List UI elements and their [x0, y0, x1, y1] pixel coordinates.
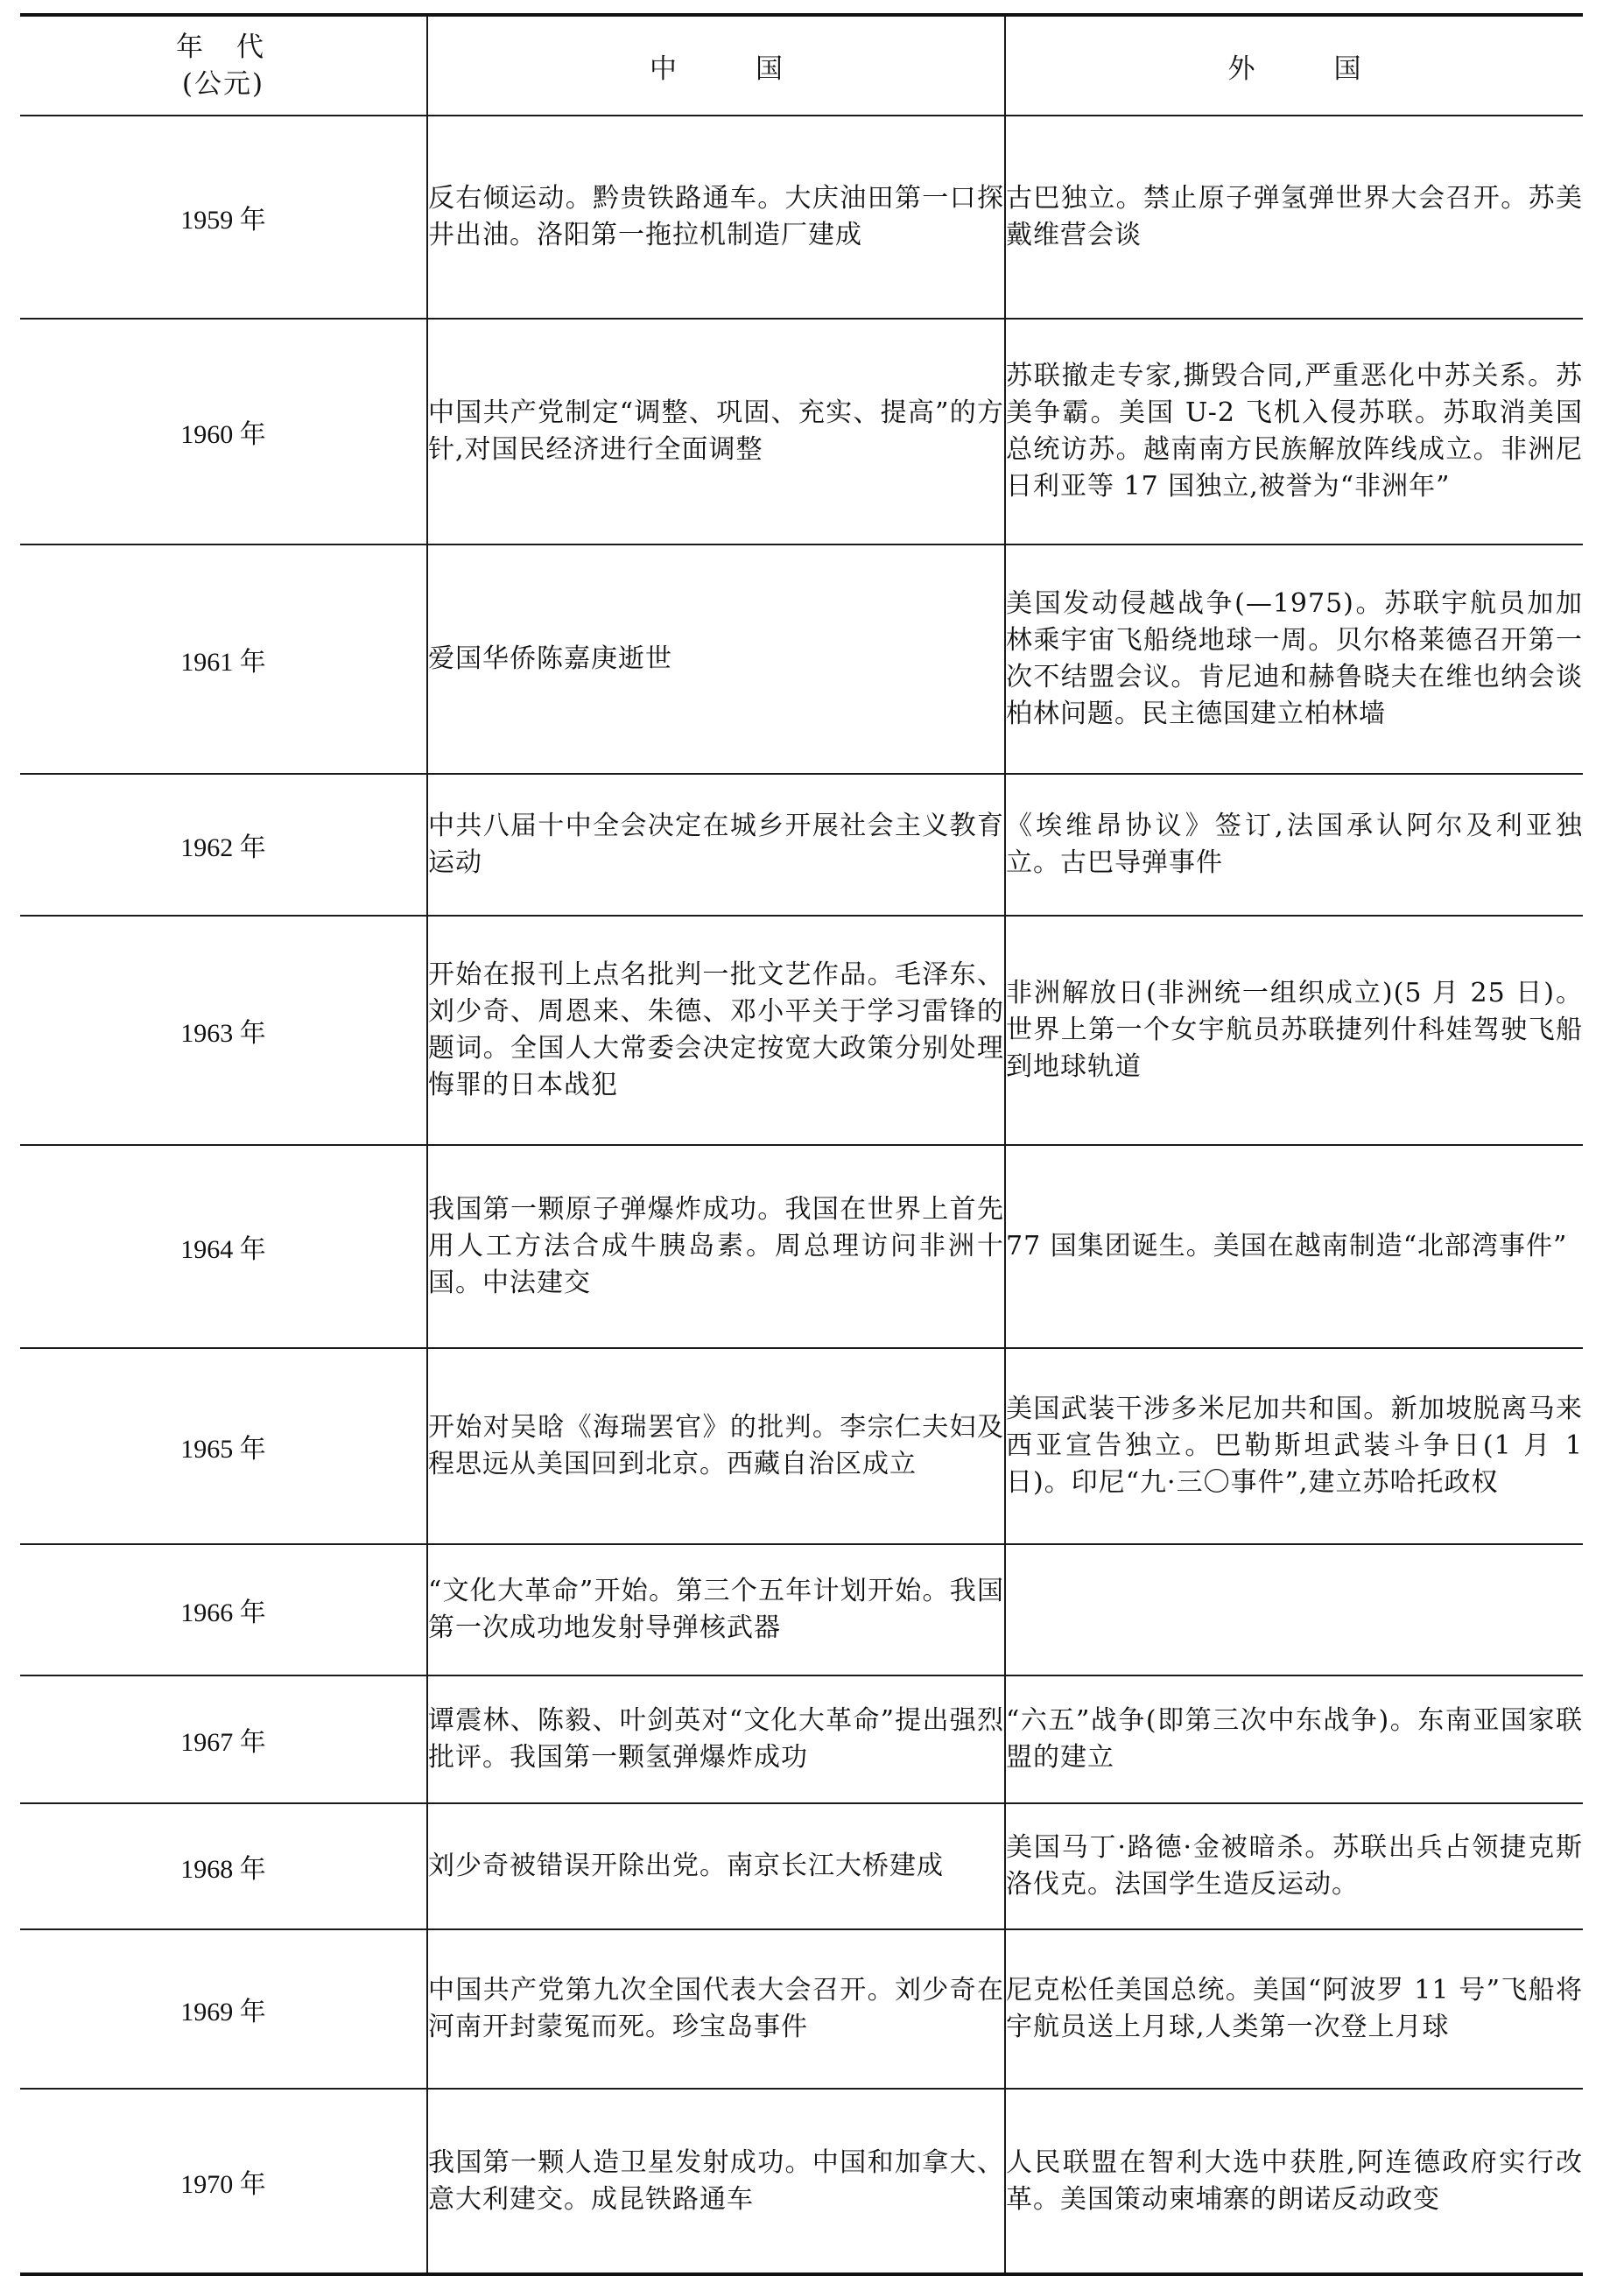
china-cell [427, 1348, 1005, 1544]
china-cell [427, 544, 1005, 774]
year-cell: 1969 年 [20, 1929, 427, 2089]
year-cell: 1968 年 [20, 1803, 427, 1929]
china-text: 开始在报刊上点名批判一批文艺作品。毛泽东、刘少奇、周恩来、朱德、邓小平关于学习雷锋的题词。全国人大常委会决定按宽大政策分别处理悔罪的日本战犯 [428, 959, 1004, 1100]
foreign-cell [1005, 319, 1583, 544]
foreign-cell [1005, 774, 1583, 916]
china-text: 刘少奇被错误开除出党。南京长江大桥建成 [428, 1851, 944, 1881]
header-year-label: 年代 [176, 32, 297, 63]
china-cell [427, 1929, 1005, 2089]
foreign-text: 77 国集团诞生。美国在越南制造“北部湾事件” [1006, 1231, 1568, 1261]
chronology-page [7, 0, 1590, 2259]
table-row [20, 1544, 1583, 1675]
header-year-unit: (公元) [181, 68, 265, 100]
chronology-table [20, 13, 1583, 2276]
foreign-text: 美国发动侵越战争(—1975)。苏联宇航员加加林乘宇宙飞船绕地球一周。贝尔格莱德召开第一次不结盟会议。肯尼迪和赫鲁晓夫在维也纳会谈柏林问题。民主德国建立柏林墙 [1006, 588, 1583, 729]
foreign-cell [1005, 544, 1583, 774]
foreign-text: “六五”战争(即第三次中东战争)。东南亚国家联盟的建立 [1006, 1705, 1583, 1773]
china-text: 反右倾运动。黔贵铁路通车。大庆油田第一口探井出油。洛阳第一拖拉机制造厂建成 [428, 183, 1004, 250]
foreign-cell [1005, 1348, 1583, 1544]
header-year [20, 15, 427, 116]
table-row [20, 544, 1583, 774]
foreign-text: 人民联盟在智利大选中获胜,阿连德政府实行改革。美国策动柬埔寨的朗诺反动政变 [1006, 2146, 1583, 2215]
year-cell: 1961 年 [20, 544, 427, 774]
china-cell [427, 916, 1005, 1145]
foreign-cell [1005, 1929, 1583, 2089]
china-cell [427, 1803, 1005, 1929]
china-cell [427, 2089, 1005, 2274]
foreign-text: 美国马丁·路德·金被暗杀。苏联出兵占领捷克斯洛伐克。法国学生造反运动。 [1006, 1832, 1583, 1900]
china-text: 中国共产党制定“调整、巩固、充实、提高”的方针,对国民经济进行全面调整 [428, 397, 1004, 465]
foreign-cell [1005, 916, 1583, 1145]
china-text: 我国第一颗人造卫星发射成功。中国和加拿大、意大利建交。成昆铁路通车 [428, 2146, 1004, 2215]
header-foreign [1005, 15, 1583, 116]
china-text: “文化大革命”开始。第三个五年计划开始。我国第一次成功地发射导弹核武器 [428, 1576, 1004, 1643]
foreign-text: 苏联撤走专家,撕毁合同,严重恶化中苏关系。苏美争霸。美国 U-2 飞机入侵苏联。苏取消美国总统访苏。越南南方民族解放阵线成立。非洲尼日利亚等 17 国独立,被誉为“非洲年” [1006, 361, 1583, 502]
foreign-cell [1005, 2089, 1583, 2274]
table-row [20, 1675, 1583, 1803]
china-text: 谭震林、陈毅、叶剑英对“文化大革命”提出强烈批评。我国第一颗氢弹爆炸成功 [428, 1705, 1004, 1773]
foreign-cell [1005, 116, 1583, 319]
china-text: 爱国华侨陈嘉庚逝世 [428, 643, 672, 674]
year-cell: 1970 年 [20, 2089, 427, 2274]
foreign-cell [1005, 1145, 1583, 1348]
china-text: 开始对吴晗《海瑞罢官》的批判。李宗仁夫妇及程思远从美国回到北京。西藏自治区成立 [428, 1412, 1004, 1479]
table-header-row [20, 15, 1583, 116]
table-row [20, 1803, 1583, 1929]
china-cell [427, 319, 1005, 544]
year-cell: 1966 年 [20, 1544, 427, 1675]
table-row [20, 319, 1583, 544]
foreign-cell [1005, 1803, 1583, 1929]
china-cell [427, 116, 1005, 319]
year-cell: 1965 年 [20, 1348, 427, 1544]
foreign-text: 美国武装干涉多米尼加共和国。新加坡脱离马来西亚宣告独立。巴勒斯坦武装斗争日(1 月 1 日)。印尼“九·三〇事件”,建立苏哈托政权 [1006, 1394, 1583, 1498]
table-row [20, 1348, 1583, 1544]
year-cell: 1964 年 [20, 1145, 427, 1348]
table-row [20, 1929, 1583, 2089]
china-text: 中国共产党第九次全国代表大会召开。刘少奇在河南开封蒙冤而死。珍宝岛事件 [428, 1975, 1004, 2042]
foreign-cell [1005, 1544, 1583, 1675]
table-row [20, 2089, 1583, 2274]
year-cell: 1960 年 [20, 319, 427, 544]
china-text: 中共八届十中全会决定在城乡开展社会主义教育运动 [428, 811, 1004, 878]
china-cell [427, 774, 1005, 916]
year-cell: 1959 年 [20, 116, 427, 319]
header-china-label: 中国 [650, 53, 861, 85]
china-cell [427, 1675, 1005, 1803]
china-cell [427, 1544, 1005, 1675]
year-cell: 1962 年 [20, 774, 427, 916]
foreign-text: 非洲解放日(非洲统一组织成立)(5 月 25 日)。世界上第一个女宇航员苏联捷列什科娃驾驶飞船到地球轨道 [1006, 978, 1583, 1082]
table-row [20, 116, 1583, 319]
table-row [20, 774, 1583, 916]
year-cell: 1967 年 [20, 1675, 427, 1803]
foreign-cell [1005, 1675, 1583, 1803]
china-cell [427, 1145, 1005, 1348]
foreign-text: 尼克松任美国总统。美国“阿波罗 11 号”飞船将宇航员送上月球,人类第一次登上月球 [1006, 1975, 1583, 2042]
foreign-text: 古巴独立。禁止原子弹氢弹世界大会召开。苏美戴维营会谈 [1006, 183, 1583, 250]
header-china [427, 15, 1005, 116]
china-text: 我国第一颗原子弹爆炸成功。我国在世界上首先用人工方法合成牛胰岛素。周总理访问非洲十国。中法建交 [428, 1194, 1004, 1298]
foreign-text: 《埃维昂协议》签订,法国承认阿尔及利亚独立。古巴导弹事件 [1006, 811, 1583, 878]
table-row [20, 1145, 1583, 1348]
header-foreign-label: 外国 [1227, 53, 1440, 85]
year-cell: 1963 年 [20, 916, 427, 1145]
table-row [20, 916, 1583, 1145]
